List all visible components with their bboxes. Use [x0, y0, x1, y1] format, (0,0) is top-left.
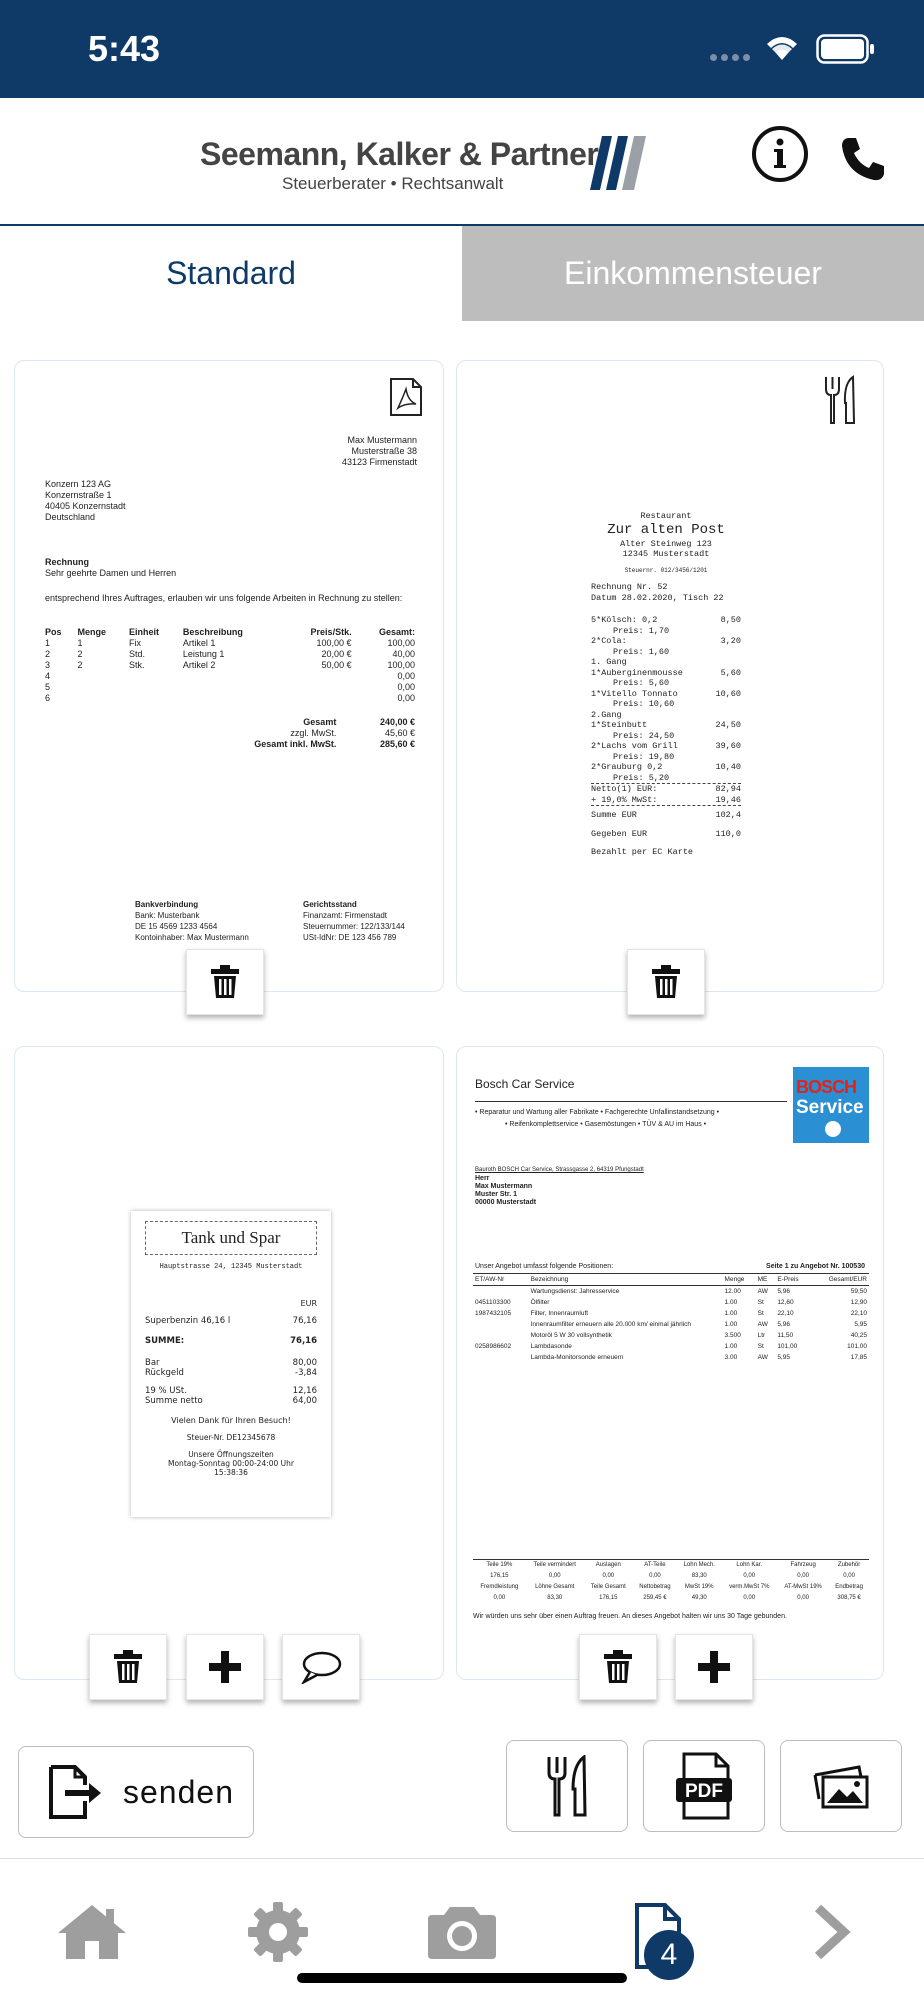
trash-icon — [651, 965, 681, 999]
document-count-badge: 4 — [644, 1930, 694, 1980]
invoice-intro: entsprechend Ihres Auftrages, erlauben wir uns folgende Arbeiten in Rechnung zu stellen: — [45, 593, 403, 603]
pdf-icon — [389, 377, 423, 417]
phone-button[interactable] — [838, 134, 888, 184]
bosch-services: • Reparatur und Wartung aller Fabrikate • Fachgerechte Unfallinstandsetzung • • Reifenkomplettservice • Gasemöstungen • TÜV & AU im Haus • — [475, 1109, 720, 1128]
tab-einkommensteuer[interactable]: Einkommensteuer — [462, 226, 924, 321]
chevron-right-icon — [808, 1904, 852, 1960]
send-label: senden — [123, 1773, 234, 1810]
pdf-button[interactable] — [643, 1740, 765, 1832]
invoice-recipient: Konzern 123 AG Konzernstraße 1 40405 Konzernstadt Deutschland — [45, 479, 126, 522]
export-icon — [47, 1765, 103, 1819]
delete-button[interactable] — [89, 1634, 167, 1700]
gear-icon — [246, 1900, 310, 1964]
restaurant-receipt-button[interactable] — [506, 1740, 628, 1832]
document-card-bosch[interactable] — [456, 1046, 884, 1680]
document-card-restaurant[interactable] — [456, 360, 884, 992]
plus-icon — [698, 1651, 730, 1683]
delete-button[interactable] — [186, 949, 264, 1015]
battery-icon — [816, 34, 876, 64]
info-icon — [770, 138, 790, 170]
plus-icon — [209, 1651, 241, 1683]
nav-next[interactable] — [800, 1900, 860, 1964]
camera-icon — [426, 1903, 498, 1961]
app-header — [0, 98, 924, 226]
bosch-logo: BOSCH Service — [793, 1067, 869, 1143]
receipt-restaurant: Restaurant Zur alten Post Alter Steinweg 123 12345 Musterstadt Steuernr. 012/3456/1201 Rechnung Nr. 52 Datum 28.02.2020, Tisch 22 5*Kölsch: 0,2 8,50 Preis: 1,70 2*Cola: 3,20 Preis: 1,60 1. Gang 1*Auberginenmousse 5,60 Preis: 5,60 1*Vitello Tonnato 10,60 Preis: 10,60 2.Gang 1*Steinbutt 24,50 Preis: 24,50 2*Lachs vom Grill 39,60 Preis: 19,80 2*Grauburg 0,2 10,40 Preis: 5,20 Netto(1) EUR: 82,94 + 19,0% MwSt: 19,46 Summe EUR 102,4 Gegeben EUR 110,0 Bezahlt per EC Karte — [591, 511, 741, 857]
trash-icon — [113, 1650, 143, 1684]
invoice-court: Gerichtsstand Finanzamt: Firmenstadt Steuernummer: 122/133/144 USt-IdNr: DE 123 456 789 — [303, 900, 405, 942]
bosch-company: Bosch Car Service — [475, 1077, 575, 1091]
tab-bar — [0, 226, 924, 321]
status-time: 5:43 — [88, 28, 161, 69]
cutlery-icon — [546, 1755, 588, 1817]
comment-button[interactable] — [282, 1634, 360, 1700]
status-bar — [0, 0, 924, 98]
bosch-recipient: Herr Max Mustermann Muster Str. 1 00000 Musterstadt — [475, 1175, 537, 1206]
add-button[interactable] — [675, 1634, 753, 1700]
company-subtitle: Steuerberater • Rechtsanwalt — [282, 174, 504, 193]
document-card-fuel[interactable] — [14, 1046, 444, 1680]
nav-camera[interactable] — [420, 1900, 504, 1964]
company-logo — [200, 136, 599, 193]
trash-icon — [603, 1650, 633, 1684]
wifi-icon — [764, 34, 800, 62]
bosch-table: ET/AW-Nr Bezeichnung Menge ME E-Preis Gesamt/EUR Wartungsdienst: Jahresservice 12.00 AW 5,96 59,50 0451103300 Ölfilter 1.00 St 12,60 12,90 1987432105 Filter, Innenraumluft 1.00 St 22,10 22,10 Innenraumfilter erneuern alle 20.000 km/ einmal jährlich 1.00 AW 5,96 5,95 Motoröl 5 W 30 vollsynthetik 3.500 Ltr 11,50 40,25 0258986602 Lambdasonde 1.00 St 101,00 101,00 Lambda-Monitorsonde erneuern 3.00 AW 5,95 17,85 — [473, 1273, 869, 1363]
svg-text:PDF: PDF — [685, 1781, 723, 1802]
info-button[interactable] — [752, 126, 808, 182]
delete-button[interactable] — [579, 1634, 657, 1700]
invoice-title: Rechnung — [45, 557, 89, 567]
bosch-summary: Teile 19% Teile vermindert Auslagen AT-Teile Lohn Mech. Lohn Kar. Fahrzeug Zubehör 176,15 0,00 0,00 0,00 83,30 0,00 0,00 0,00 Fremdleistung Löhne Gesamt Teile Gesamt Nettobetrag MwSt 19% verm.MwSt 7% AT-MwSt 19% Endbetrag 0,00 83,30 176,15 259,45 € 49,30 0,00 0,00 308,75 € — [473, 1559, 869, 1604]
restaurant-icon — [823, 375, 857, 425]
images-icon — [811, 1761, 871, 1811]
delete-button[interactable] — [627, 949, 705, 1015]
bosch-footer: Wir würden uns sehr über einen Auftrag freuen. An dieses Angebot halten wir uns 30 Tage gebunden. — [473, 1613, 787, 1620]
bosch-offer-intro: Unser Angebot umfasst folgende Positionen: — [475, 1263, 614, 1270]
cellular-signal-icon — [710, 54, 750, 61]
invoice-bank: Bankverbindung Bank: Musterbank DE 15 4569 1233 4564 Kontoinhaber: Max Mustermann — [135, 900, 249, 942]
company-name: Seemann, Kalker & Partner — [200, 136, 599, 172]
company-logo-stripes — [590, 136, 650, 190]
bosch-offer-page: Seite 1 zu Angebot Nr. 100530 — [766, 1263, 865, 1270]
document-card-invoice[interactable] — [14, 360, 444, 992]
add-button[interactable] — [186, 1634, 264, 1700]
trash-icon — [210, 965, 240, 999]
nav-documents[interactable] — [614, 1896, 704, 1976]
pdf-file-icon — [674, 1752, 734, 1820]
invoice-totals: Gesamt 240,00 € zzgl. MwSt. 45,60 € Gesamt inkl. MwSt. 285,60 € — [254, 717, 415, 749]
invoice-table: Pos Menge Einheit Beschreibung Preis/Stk. Gesamt: 1 1 Fix Artikel 1 100,00 € 100,00 2 2 Std. Leistung 1 20,00 € 40,00 3 2 Stk. Artikel 2 50,00 € 100,00 4 0,00 5 0,00 6 0,00 — [45, 627, 415, 703]
bottom-divider — [0, 1858, 924, 1859]
nav-home[interactable] — [52, 1900, 132, 1964]
receipt-fuel: Tank und Spar Hauptstrasse 24, 12345 Musterstadt EUR Superbenzin 46,16 l 76,16 SUMME: 76,16 Bar 80,00 Rückgeld -3,84 19 % USt. 12,16 Summe netto 64,00 Vielen Dank für Ihren Besuch! Steuer-Nr. DE12345678 Unsere Öffnungszeiten Montag-Sonntag 00:00-24:00 Uhr 15:38:36 — [131, 1211, 331, 1517]
bosch-rule — [475, 1101, 787, 1102]
send-button[interactable] — [18, 1746, 254, 1838]
bosch-sender: Bauroth BOSCH Car Service, Strassgasse 2, 64319 Pfungstadt — [475, 1167, 644, 1173]
image-button[interactable] — [780, 1740, 902, 1832]
home-indicator — [297, 1973, 627, 1983]
tab-standard[interactable]: Standard — [0, 226, 462, 321]
invoice-greeting: Sehr geehrte Damen und Herren — [45, 568, 177, 578]
nav-settings[interactable] — [238, 1900, 318, 1964]
invoice-sender: Max Mustermann Musterstraße 38 43123 Firmenstadt — [341, 435, 417, 467]
home-icon — [56, 1903, 128, 1961]
speech-bubble-icon — [300, 1650, 342, 1684]
